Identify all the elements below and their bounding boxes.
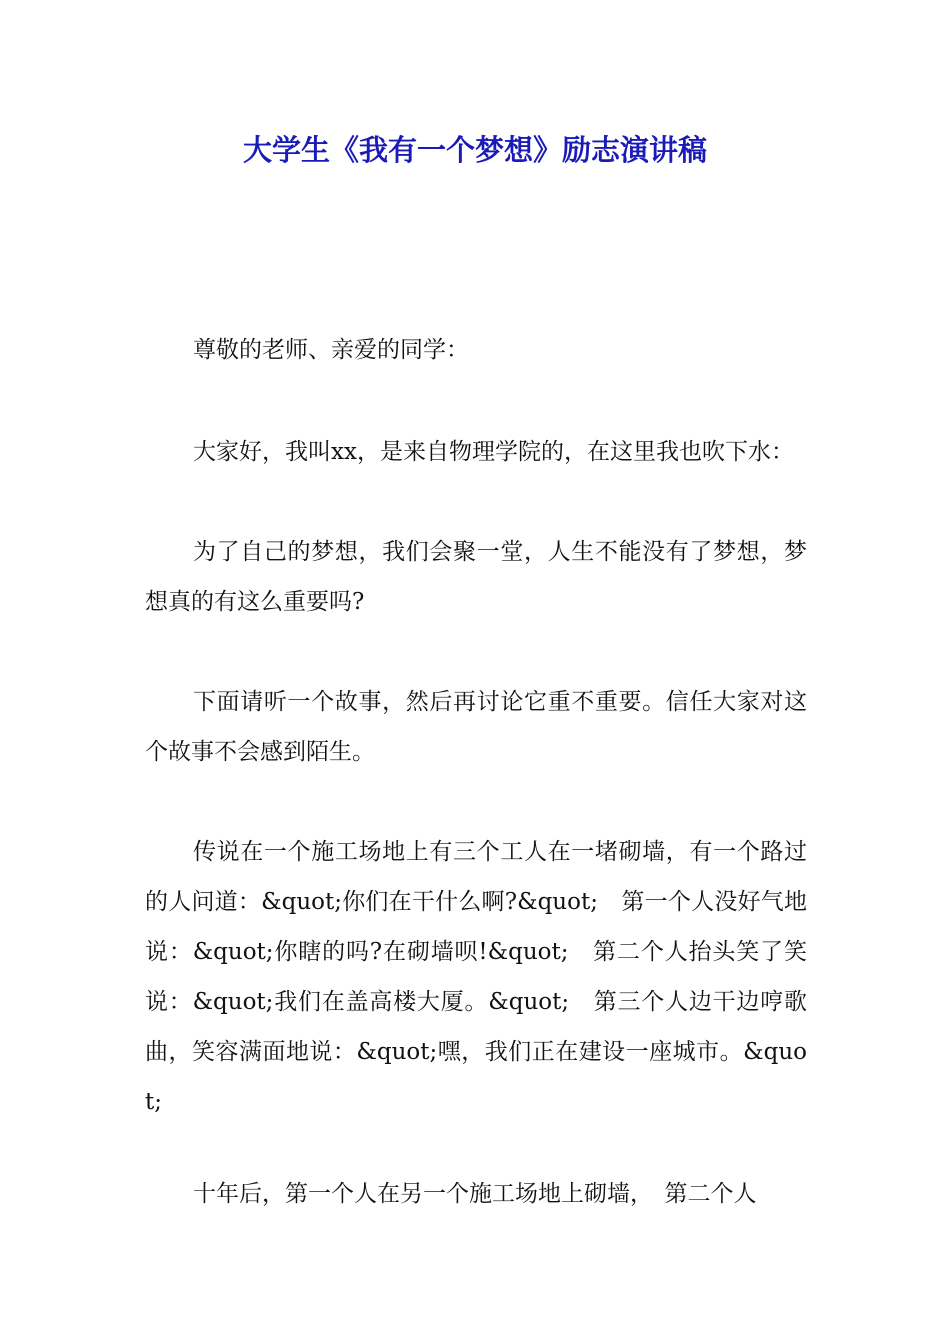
- paragraph-dream-question: 为了自己的梦想，我们会聚一堂，人生不能没有了梦想，梦想真的有这么重要吗?: [145, 539, 807, 615]
- document-title: 大学生《我有一个梦想》励志演讲稿: [242, 133, 707, 167]
- paragraph-three-workers-story: 传说在一个施工场地上有三个工人在一堵砌墙，有一个路过的人问道：&quot;你们在干什么啊?&quot; 第一个人没好气地说：&quot;你瞎的吗?在砌墙呗!&quot; 第二个人抬头笑了笑说：&quot;我们在盖高楼大厦。&quot; 第三个人边干边哼歌曲，笑容满面地说：&quot;嘿，我们正在建设一座城市。&quot;: [145, 839, 807, 1115]
- paragraph-greeting: 尊敬的老师、亲爱的同学：: [193, 337, 469, 363]
- paragraph-introduction: 大家好，我叫xx，是来自物理学院的，在这里我也吹下水：: [193, 439, 794, 465]
- paragraph-ten-years-later: 十年后，第一个人在另一个施工场地上砌墙， 第二个人: [193, 1181, 757, 1207]
- paragraph-story-intro: 下面请听一个故事，然后再讨论它重不重要。信任大家对这个故事不会感到陌生。: [145, 689, 807, 765]
